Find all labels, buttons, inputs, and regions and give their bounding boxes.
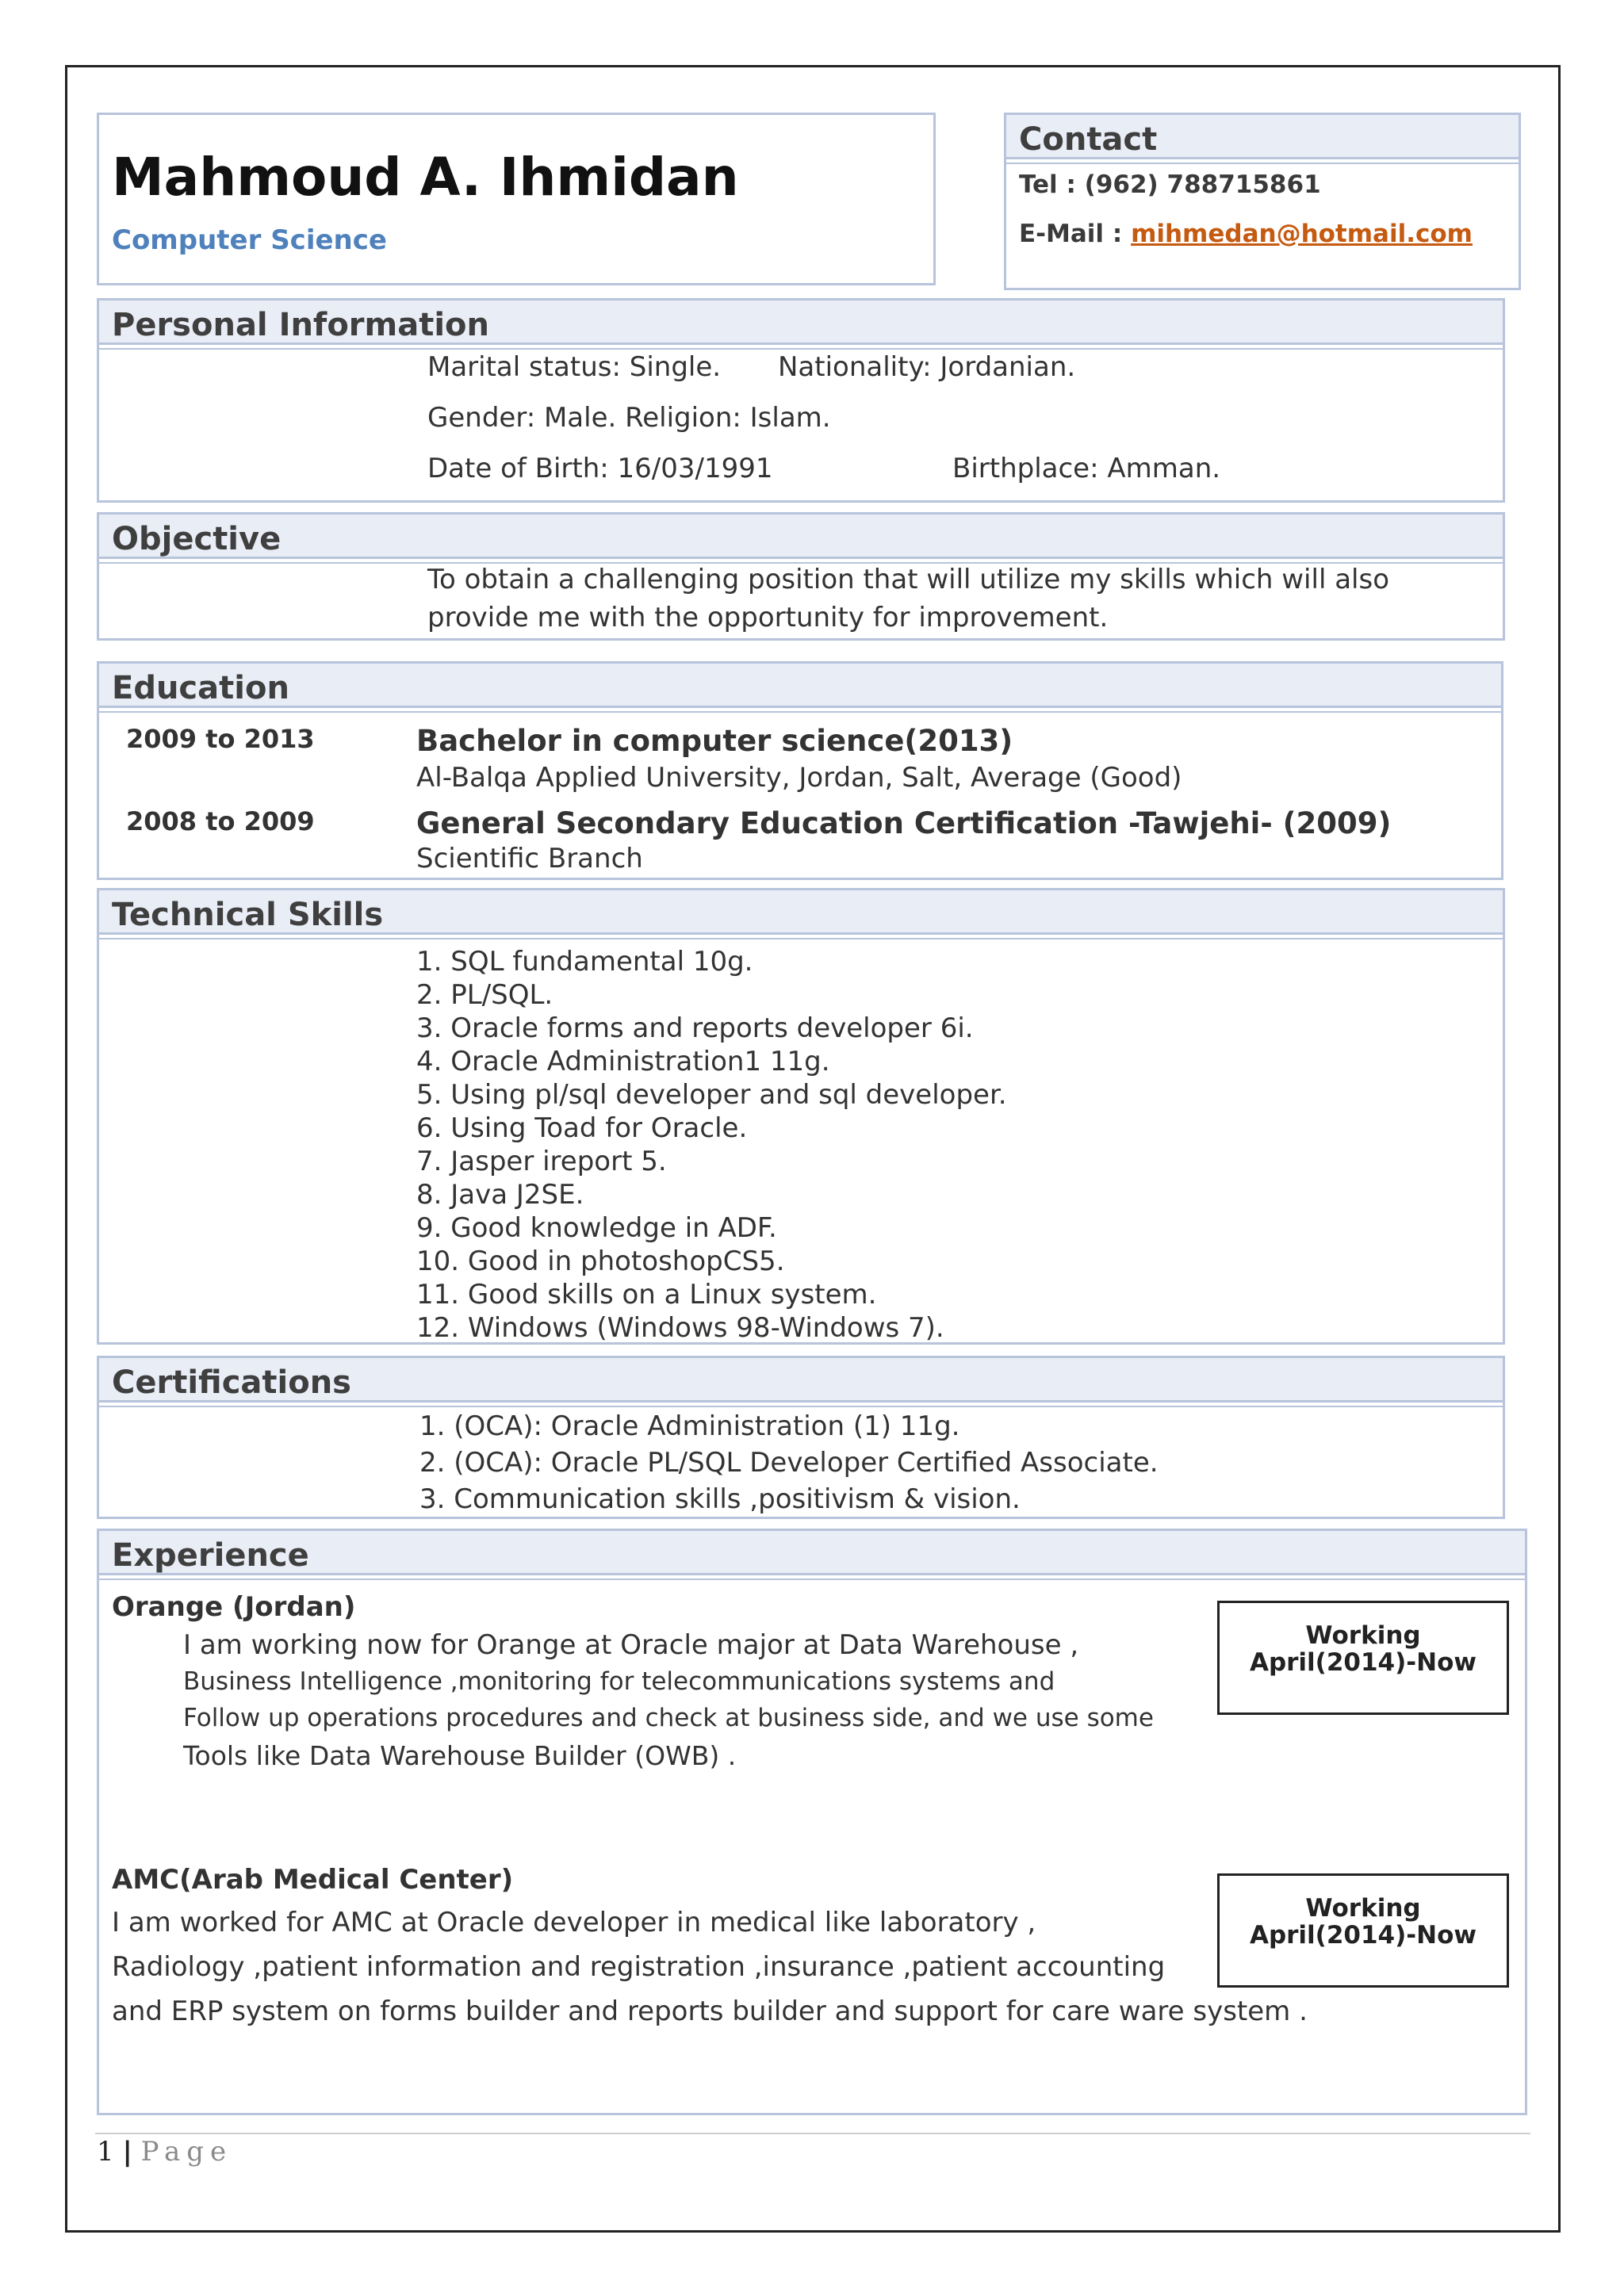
page-footer bbox=[97, 2136, 232, 2168]
skill-item: 10. Good in photoshopCS5. bbox=[416, 1246, 785, 1277]
job-2-line: I am worked for AMC at Oracle developer in medical like laboratory , bbox=[112, 1907, 1036, 1938]
birthplace: Birthplace: Amman. bbox=[952, 453, 1221, 484]
email-line bbox=[1019, 220, 1473, 248]
job-2-status: Working bbox=[1305, 1894, 1421, 1923]
certifications-section bbox=[97, 1356, 1505, 1519]
skill-item: 2. PL/SQL. bbox=[416, 979, 553, 1011]
job-1-status: Working bbox=[1305, 1621, 1421, 1650]
contact-box bbox=[1004, 113, 1521, 290]
job-company-2: AMC(Arab Medical Center) bbox=[112, 1864, 514, 1896]
technical-skills-section bbox=[97, 888, 1505, 1345]
education-degree-1: Bachelor in computer science(2013) bbox=[416, 724, 1013, 758]
job-2-status-box bbox=[1217, 1873, 1509, 1988]
skill-item: 7. Jasper ireport 5. bbox=[416, 1146, 667, 1177]
job-1-line: Tools like Data Warehouse Builder (OWB) . bbox=[183, 1740, 737, 1771]
skill-item: 4. Oracle Administration1 11g. bbox=[416, 1046, 830, 1077]
certification-item: 1. (OCA): Oracle Administration (1) 11g. bbox=[419, 1410, 960, 1442]
email-label: E-Mail : bbox=[1019, 220, 1123, 248]
page-separator: | bbox=[122, 2136, 132, 2168]
certification-item: 3. Communication skills ,positivism & vision. bbox=[419, 1483, 1021, 1515]
certifications-header: Certifications bbox=[99, 1358, 1503, 1402]
page-number: 1 bbox=[97, 2136, 114, 2168]
skill-item: 1. SQL fundamental 10g. bbox=[416, 946, 753, 978]
email-link[interactable]: mihmedan@hotmail.com bbox=[1131, 220, 1473, 248]
skill-item: 3. Oracle forms and reports developer 6i. bbox=[416, 1012, 974, 1044]
job-1-line: Follow up operations procedures and check at business side, and we use some bbox=[183, 1704, 1154, 1732]
marital-status: Marital status: Single. bbox=[427, 351, 722, 383]
job-1-period: April(2014)-Now bbox=[1249, 1648, 1477, 1677]
footer-divider bbox=[95, 2133, 1530, 2134]
job-1-status-box bbox=[1217, 1601, 1509, 1715]
experience-header: Experience bbox=[99, 1531, 1525, 1575]
skill-item: 5. Using pl/sql developer and sql developer. bbox=[416, 1079, 1007, 1111]
skill-item: 9. Good knowledge in ADF. bbox=[416, 1212, 777, 1244]
nationality: Nationality: Jordanian. bbox=[778, 351, 1076, 383]
name-box bbox=[97, 113, 936, 285]
objective-line-2: provide me with the opportunity for improvement. bbox=[427, 602, 1109, 633]
job-2-line: and ERP system on forms builder and reports builder and support for care ware system . bbox=[112, 1996, 1308, 2027]
skill-item: 6. Using Toad for Oracle. bbox=[416, 1112, 748, 1144]
date-of-birth: Date of Birth: 16/03/1991 bbox=[427, 453, 773, 484]
skill-item: 8. Java J2SE. bbox=[416, 1179, 584, 1211]
experience-section bbox=[97, 1529, 1527, 2115]
gender-religion: Gender: Male. Religion: Islam. bbox=[427, 402, 831, 434]
person-name: Mahmoud A. Ihmidan bbox=[112, 147, 739, 208]
tel-value: (962) 788715861 bbox=[1084, 170, 1321, 199]
job-2-line: Radiology ,patient information and registration ,insurance ,patient accounting bbox=[112, 1951, 1166, 1983]
tel-line bbox=[1019, 170, 1321, 199]
objective-section bbox=[97, 512, 1505, 641]
objective-line-1: To obtain a challenging position that will utilize my skills which will also bbox=[427, 564, 1389, 595]
education-detail-1: Al-Balqa Applied University, Jordan, Salt, Average (Good) bbox=[416, 762, 1182, 794]
education-degree-2: General Secondary Education Certification -Tawjehi- (2009) bbox=[416, 806, 1392, 840]
tel-label: Tel : bbox=[1019, 170, 1076, 199]
skill-item: 12. Windows (Windows 98-Windows 7). bbox=[416, 1312, 944, 1344]
skill-item: 11. Good skills on a Linux system. bbox=[416, 1279, 877, 1311]
education-detail-2: Scientific Branch bbox=[416, 843, 643, 874]
education-section bbox=[97, 661, 1503, 880]
job-1-line: Business Intelligence ,monitoring for telecommunications systems and bbox=[183, 1667, 1055, 1696]
job-company-1: Orange (Jordan) bbox=[112, 1591, 356, 1623]
job-1-line: I am working now for Orange at Oracle major at Data Warehouse , bbox=[183, 1629, 1079, 1661]
page-label: Page bbox=[140, 2136, 233, 2168]
technical-skills-header: Technical Skills bbox=[99, 890, 1503, 935]
education-header: Education bbox=[99, 664, 1501, 708]
personal-info-section bbox=[97, 298, 1505, 503]
education-years-2: 2008 to 2009 bbox=[126, 806, 315, 836]
contact-header: Contact bbox=[1006, 115, 1519, 159]
education-years-1: 2009 to 2013 bbox=[126, 724, 315, 754]
certification-item: 2. (OCA): Oracle PL/SQL Developer Certified Associate. bbox=[419, 1447, 1159, 1479]
job-2-period: April(2014)-Now bbox=[1249, 1921, 1477, 1950]
person-subtitle: Computer Science bbox=[112, 224, 387, 256]
personal-info-header: Personal Information bbox=[99, 300, 1503, 345]
objective-header: Objective bbox=[99, 515, 1503, 559]
